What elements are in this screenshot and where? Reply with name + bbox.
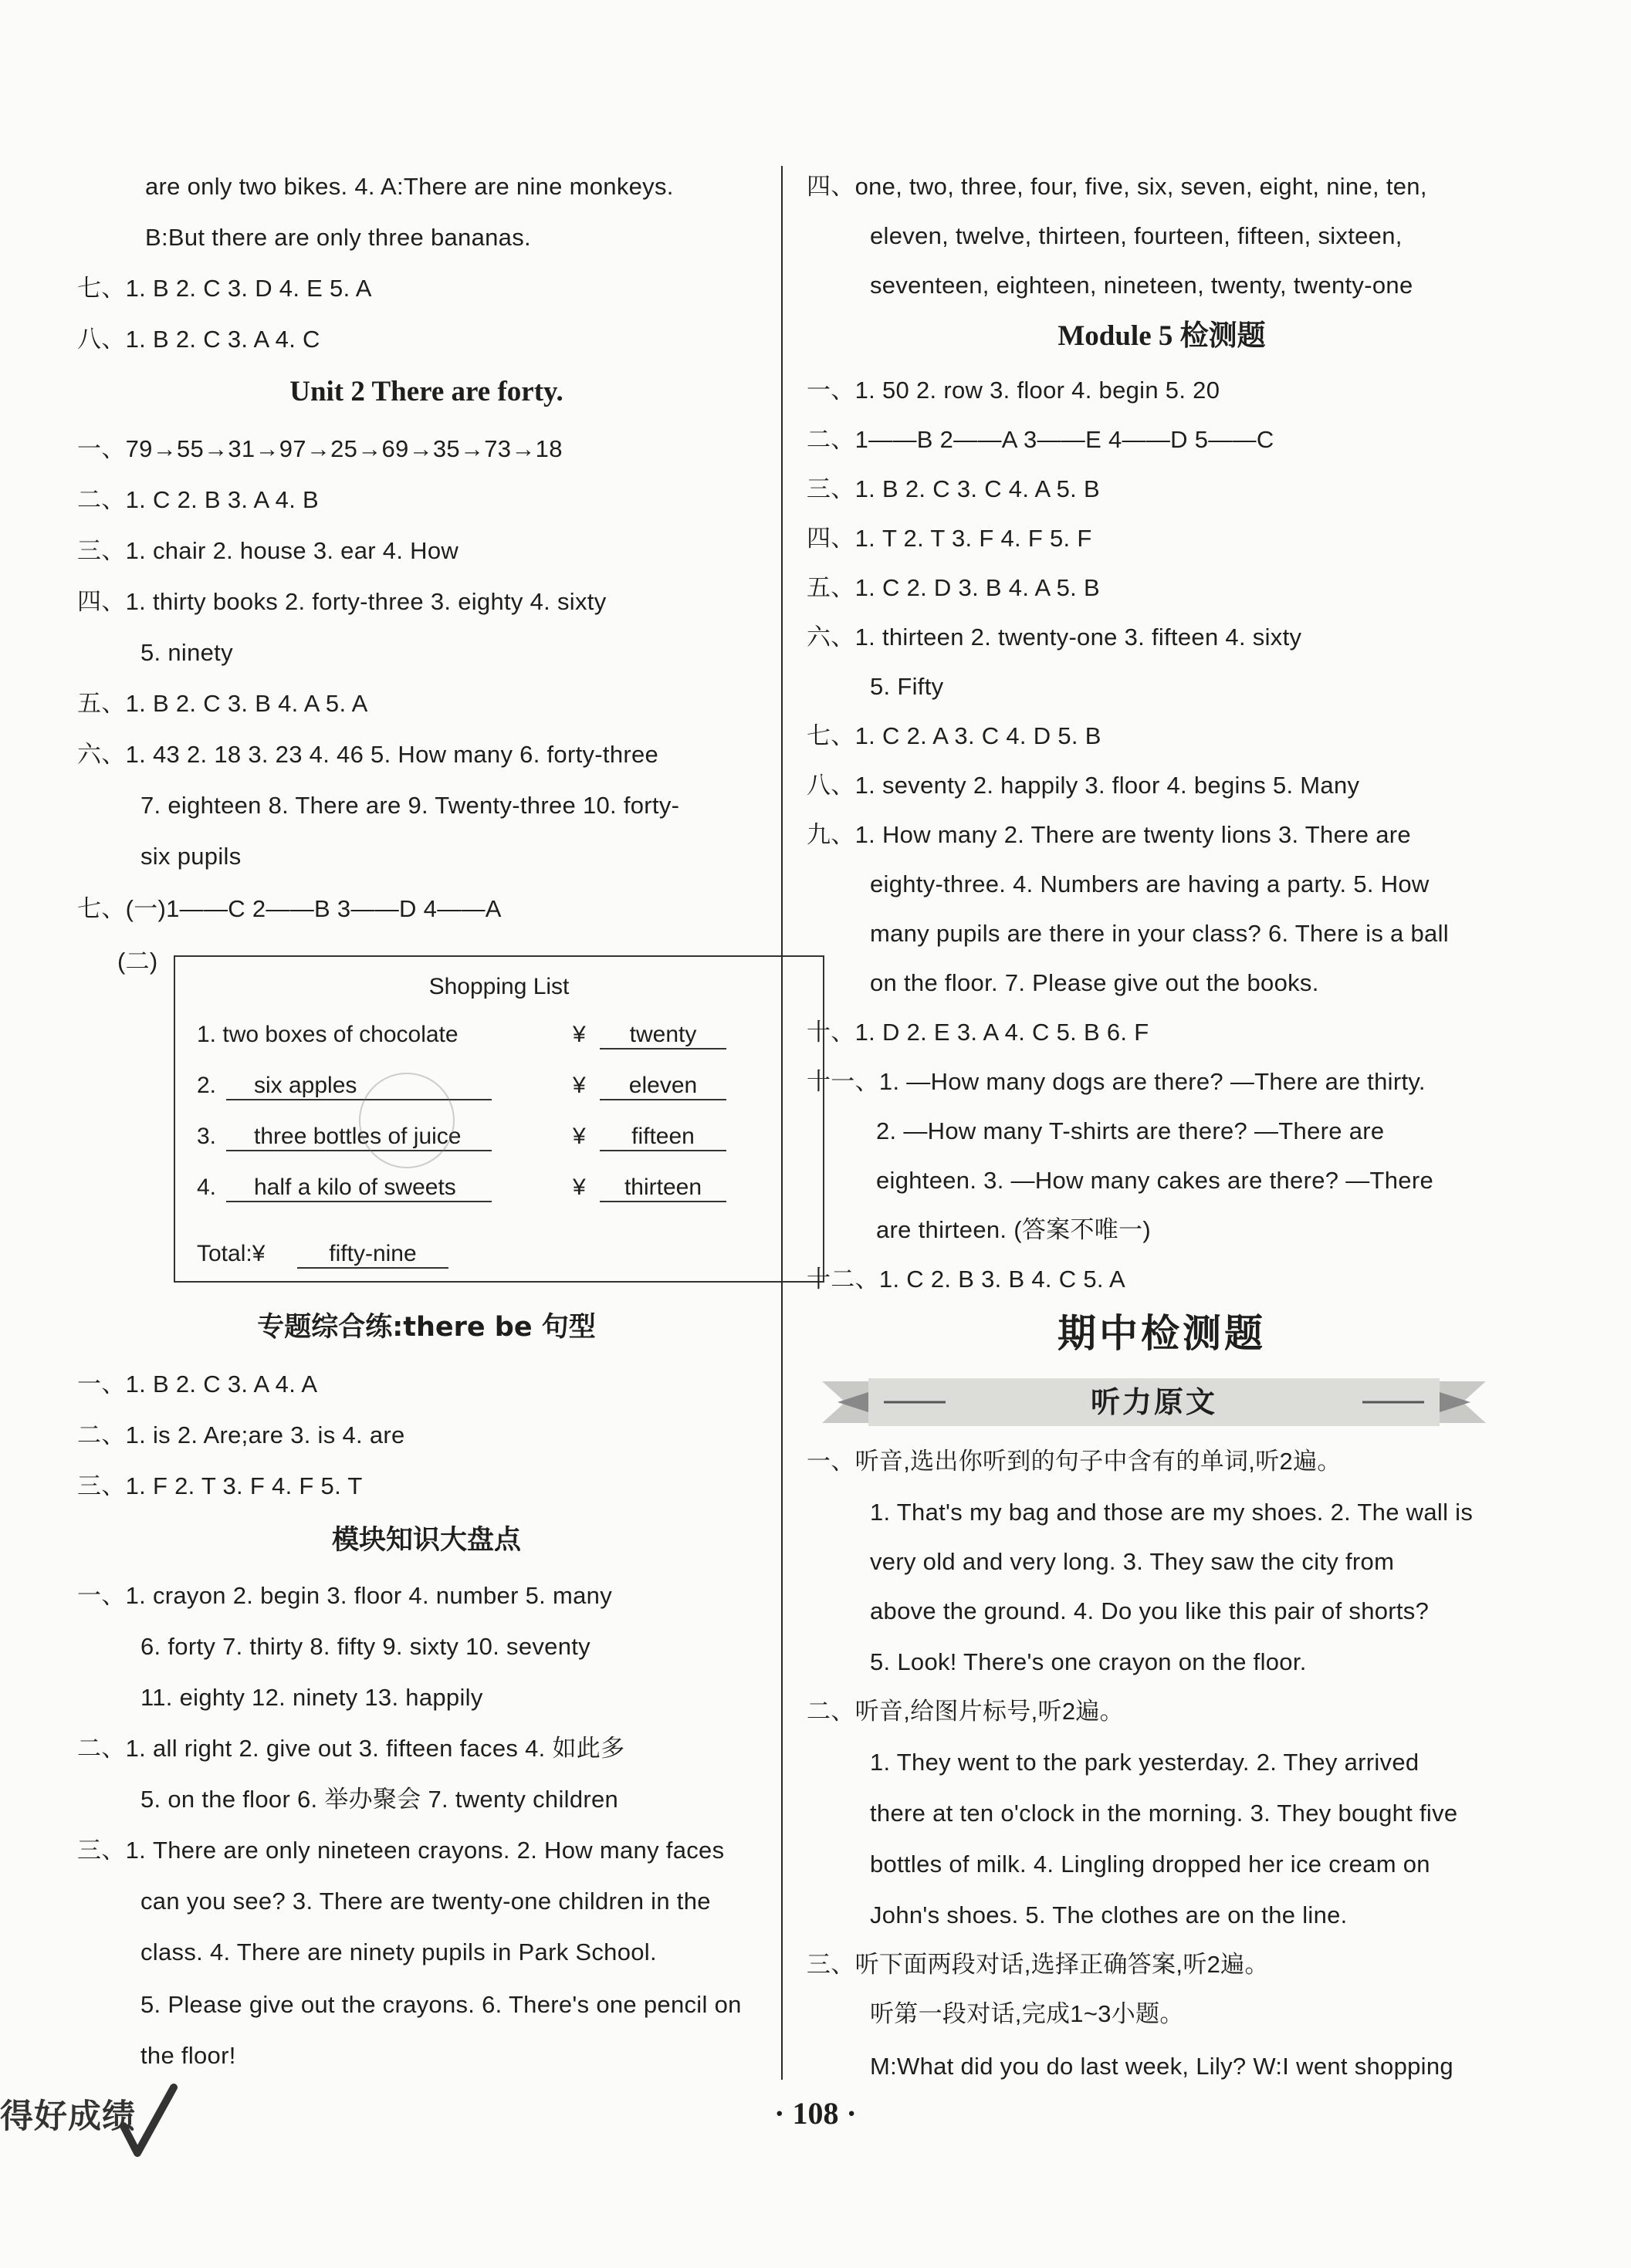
- answer-line: seventeen, eighteen, nineteen, twenty, twenty-one: [870, 272, 1413, 299]
- logo-text: 得好成绩: [0, 2097, 136, 2136]
- script-line: 1. They went to the park yesterday. 2. They arrived: [870, 1749, 1420, 1776]
- item-name: six apples: [226, 1073, 492, 1100]
- answer-line: many pupils are there in your class? 6. There is a ball: [870, 920, 1449, 947]
- question-line: 二、听音,给图片标号,听2遍。: [807, 1698, 1124, 1725]
- section-heading-special: 专题综合练:there be 句型: [257, 1312, 596, 1343]
- answer-line: 六、1. 43 2. 18 3. 23 4. 46 5. How many 6. forty-three: [77, 741, 659, 768]
- answer-line: 一、1. B 2. C 3. A 4. A: [77, 1371, 318, 1398]
- question-line: 一、听音,选出你听到的句子中含有的单词,听2遍。: [807, 1448, 1342, 1475]
- answer-line: 六、1. thirteen 2. twenty-one 3. fifteen 4. sixty: [807, 624, 1302, 651]
- answer-line: are thirteen. (答案不唯一): [876, 1216, 1151, 1243]
- answer-line: 一、1. crayon 2. begin 3. floor 4. number 5. many: [77, 1582, 612, 1609]
- item-name: three bottles of juice: [226, 1124, 492, 1151]
- answer-line: 11. eighty 12. ninety 13. happily: [140, 1684, 483, 1711]
- item-price: fifteen: [600, 1124, 726, 1151]
- script-line: John's shoes. 5. The clothes are on the line.: [870, 1901, 1348, 1928]
- watermark-stamp: [359, 1073, 455, 1168]
- script-line: above the ground. 4. Do you like this pair of shorts?: [870, 1597, 1430, 1624]
- script-line: 听第一段对话,完成1~3小题。: [870, 2000, 1184, 2027]
- answer-line: eighty-three. 4. Numbers are having a party. 5. How: [870, 870, 1430, 897]
- script-line: 5. Look! There's one crayon on the floor.: [870, 1648, 1307, 1675]
- answer-line: 三、1. There are only nineteen crayons. 2. How many faces: [77, 1837, 725, 1864]
- item-price: thirteen: [600, 1175, 726, 1202]
- answer-line: 6. forty 7. thirty 8. fifty 9. sixty 10. seventy: [140, 1633, 590, 1660]
- answer-line: 十一、1. —How many dogs are there? —There are thirty.: [807, 1068, 1426, 1095]
- answer-line: 一、79→55→31→97→25→69→35→73→18: [77, 435, 563, 462]
- banner-title: 听力原文: [1090, 1385, 1217, 1419]
- answer-line: 三、1. F 2. T 3. F 4. F 5. T: [77, 1472, 363, 1499]
- answer-line: the floor!: [140, 2042, 236, 2069]
- script-line: M:What did you do last week, Lily? W:I went shopping: [870, 2053, 1453, 2080]
- yen-sign: ¥: [573, 1073, 586, 1098]
- shopping-row: [175, 1073, 823, 1108]
- item-name: two boxes of chocolate: [222, 1022, 459, 1047]
- section-heading-module5: Module 5 检测题: [1057, 320, 1266, 352]
- question-line: 三、听下面两段对话,选择正确答案,听2遍。: [807, 1951, 1269, 1978]
- answer-line: 七、(一)1——C 2——B 3——D 4——A: [77, 895, 502, 922]
- yen-sign: ¥: [573, 1175, 586, 1200]
- column-divider: [781, 166, 783, 2080]
- shopping-row: [175, 1022, 823, 1057]
- answer-line: 八、1. seventy 2. happily 3. floor 4. begins 5. Many: [807, 772, 1360, 799]
- answer-line: eleven, twelve, thirteen, fourteen, fifteen, sixteen,: [870, 222, 1403, 249]
- shopping-list-title: Shopping List: [428, 974, 570, 999]
- answer-line: 三、1. B 2. C 3. C 4. A 5. B: [807, 475, 1100, 502]
- text-line: are only two bikes. 4. A:There are nine monkeys.: [145, 173, 674, 200]
- answer-line: 5. on the floor 6. 举办聚会 7. twenty children: [140, 1786, 619, 1813]
- answer-line: 十二、1. C 2. B 3. B 4. C 5. A: [807, 1266, 1125, 1293]
- answer-line: 四、1. T 2. T 3. F 4. F 5. F: [807, 525, 1092, 552]
- shopping-row: [175, 1175, 823, 1210]
- answer-line: 四、one, two, three, four, five, six, seven, eight, nine, ten,: [807, 173, 1427, 200]
- yen-sign: ¥: [573, 1022, 586, 1047]
- yen-sign: ¥: [573, 1124, 586, 1149]
- answer-line: class. 4. There are ninety pupils in Park School.: [140, 1938, 657, 1965]
- item-number: 2.: [197, 1073, 217, 1098]
- shopping-item: [197, 1022, 521, 1048]
- script-line: there at ten o'clock in the morning. 3. They bought five: [870, 1800, 1458, 1827]
- answer-line: 二、1. C 2. B 3. A 4. B: [77, 486, 319, 513]
- answer-line: 九、1. How many 2. There are twenty lions 3. There are: [807, 821, 1411, 848]
- answer-line: 二、1. is 2. Are;are 3. is 4. are: [77, 1421, 405, 1448]
- answer-line: 十、1. D 2. E 3. A 4. C 5. B 6. F: [807, 1019, 1149, 1046]
- script-line: bottles of milk. 4. Lingling dropped her ice cream on: [870, 1851, 1430, 1878]
- answer-line: 四、1. thirty books 2. forty-three 3. eighty 4. sixty: [77, 588, 607, 615]
- answer-line: 5. ninety: [140, 639, 233, 666]
- shopping-row: [175, 1124, 823, 1159]
- answer-line: eighteen. 3. —How many cakes are there? —There: [876, 1167, 1433, 1194]
- answer-line: 二、1. all right 2. give out 3. fifteen faces 4. 如此多: [77, 1735, 625, 1762]
- answer-line: six pupils: [140, 843, 242, 870]
- answer-line: 2. —How many T-shirts are there? —There are: [876, 1117, 1385, 1144]
- answer-line: 八、1. B 2. C 3. A 4. C: [77, 326, 320, 353]
- script-line: very old and very long. 3. They saw the city from: [870, 1548, 1395, 1575]
- script-line: 1. That's my bag and those are my shoes. 2. The wall is: [870, 1499, 1474, 1526]
- page-number: · 108 ·: [774, 2096, 857, 2131]
- answer-line: (二): [117, 948, 158, 975]
- section-heading-midterm: 期中检测题: [1057, 1311, 1266, 1356]
- answer-line: 一、1. 50 2. row 3. floor 4. begin 5. 20: [807, 377, 1220, 404]
- answer-line: 三、1. chair 2. house 3. ear 4. How: [77, 537, 459, 564]
- text-line: B:But there are only three bananas.: [145, 224, 531, 251]
- section-heading-knowledge: 模块知识大盘点: [331, 1525, 521, 1556]
- answer-line: on the floor. 7. Please give out the books.: [870, 969, 1319, 996]
- answer-line: 七、1. B 2. C 3. D 4. E 5. A: [77, 275, 372, 302]
- answer-line: 二、1——B 2——A 3——E 4——D 5——C: [807, 426, 1274, 453]
- listening-banner: [822, 1375, 1486, 1429]
- answer-line: 五、1. C 2. D 3. B 4. A 5. B: [807, 574, 1100, 601]
- answer-line: 5. Fifty: [870, 673, 944, 700]
- section-heading-unit2: Unit 2 There are forty.: [289, 376, 563, 407]
- shopping-list-box: [174, 955, 824, 1283]
- item-price: eleven: [600, 1073, 726, 1100]
- item-price: twenty: [600, 1022, 726, 1049]
- total-label: Total:¥: [197, 1241, 266, 1266]
- answer-line: 七、1. C 2. A 3. C 4. D 5. B: [807, 722, 1101, 749]
- item-number: 3.: [197, 1124, 217, 1149]
- item-name: half a kilo of sweets: [226, 1175, 492, 1202]
- answer-line: 5. Please give out the crayons. 6. There's one pencil on: [140, 1991, 742, 2018]
- item-number: 1.: [197, 1022, 217, 1047]
- total-value: fifty-nine: [297, 1241, 448, 1269]
- answer-line: 五、1. B 2. C 3. B 4. A 5. A: [77, 690, 368, 717]
- answer-line: 7. eighteen 8. There are 9. Twenty-three 10. forty-: [140, 792, 680, 819]
- item-number: 4.: [197, 1175, 217, 1200]
- answer-line: can you see? 3. There are twenty-one children in the: [140, 1888, 711, 1915]
